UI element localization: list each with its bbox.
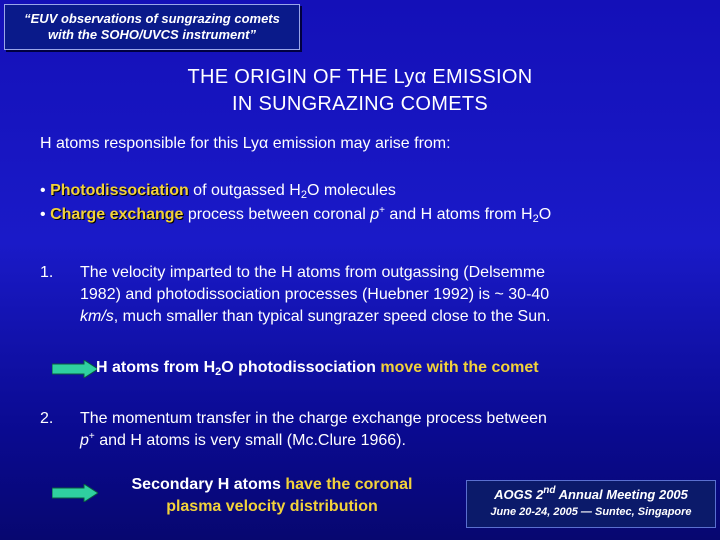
conclusion-emphasis: move with the comet — [380, 359, 539, 376]
conclusion-text: Secondary H atoms — [131, 476, 286, 493]
bullet-emphasis: Charge exchange — [50, 206, 184, 223]
bullet-photodissociation — [40, 182, 396, 201]
superscript: + — [379, 205, 385, 216]
item-line: 1982) and photodissociation processes (Huebner 1992) is ~ 30-40 — [80, 286, 550, 303]
conclusion-charge-exchange — [96, 474, 448, 518]
presentation-title-line1: “EUV observations of sungrazing comets — [24, 11, 280, 26]
conclusion-line — [96, 474, 448, 496]
conference-name-text: AOGS 2 — [494, 487, 544, 502]
conclusion-emphasis: plasma velocity distribution — [166, 498, 378, 515]
numbered-item-1 — [40, 262, 700, 328]
subscript: 2 — [215, 366, 222, 378]
superscript: nd — [543, 485, 556, 496]
item-line — [80, 430, 700, 452]
bullet-mark: • — [40, 182, 46, 199]
proton-symbol: p — [80, 432, 89, 449]
bullet-text: O — [538, 206, 552, 223]
slide-title-line2: IN SUNGRAZING COMETS — [231, 93, 488, 115]
conclusion-emphasis: have the coronal — [285, 476, 413, 493]
superscript: + — [88, 431, 95, 442]
item-number: 1. — [40, 264, 54, 281]
conference-name-text: Annual Meeting 2005 — [555, 487, 688, 502]
presentation-title-box — [4, 4, 300, 50]
conference-name — [467, 487, 715, 502]
item-line: The momentum transfer in the charge exchange process between — [80, 410, 547, 427]
bullet-text: and H atoms from H — [384, 206, 533, 223]
bullet-text: O molecules — [306, 182, 396, 199]
slide-title-line1: THE ORIGIN OF THE Lyα EMISSION — [187, 66, 533, 88]
bullet-emphasis: Photodissociation — [50, 182, 189, 199]
item-line — [80, 306, 700, 328]
presentation-title-line2: with the SOHO/UVCS instrument” — [47, 27, 256, 42]
bullet-text: process between coronal — [183, 206, 371, 223]
right-arrow-icon — [52, 484, 98, 502]
italic-units: km/s — [80, 308, 114, 325]
item-line-rest: , much smaller than typical sungrazer speed close to the Sun. — [113, 308, 551, 325]
conclusion-text: H atoms from H — [96, 359, 216, 376]
subscript: 2 — [300, 189, 307, 201]
conclusion-photodissociation — [96, 359, 539, 378]
item-line-rest: and H atoms is very small (Mc.Clure 1966). — [94, 432, 406, 449]
conference-date-location: June 20-24, 2005 — Suntec, Singapore — [490, 506, 692, 518]
bullet-mark: • — [40, 206, 46, 223]
bullet-text: of outgassed H — [188, 182, 301, 199]
item-line: The velocity imparted to the H atoms from outgassing (Delsemme — [80, 264, 546, 281]
conference-footer — [466, 480, 716, 528]
intro-text: H atoms responsible for this Lyα emission may arise from: — [40, 135, 451, 152]
subscript: 2 — [532, 213, 539, 225]
item-number: 2. — [40, 410, 54, 427]
proton-symbol: p — [370, 206, 380, 223]
right-arrow-icon — [52, 360, 98, 378]
conclusion-text: O photodissociation — [221, 359, 381, 376]
bullet-charge-exchange — [40, 206, 551, 225]
numbered-item-2 — [40, 408, 700, 452]
